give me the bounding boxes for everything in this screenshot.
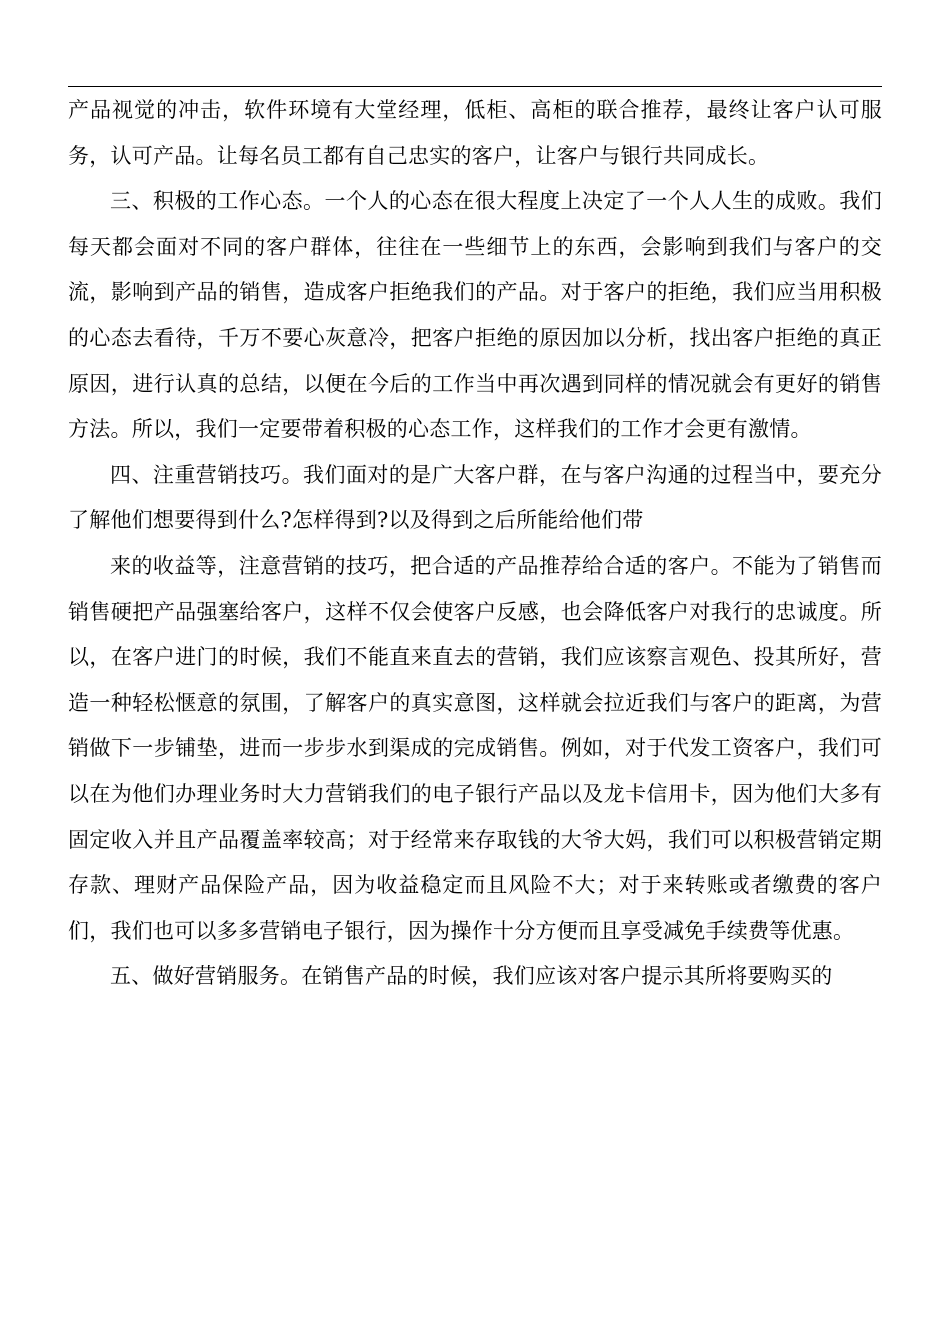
paragraph-section-3: 三、积极的工作心态。一个人的心态在很大程度上决定了一个人人生的成败。我们每天都会面对不同的客户群体，往往在一些细节上的东西，会影响到我们与客户的交流，影响到产品的销售，造成客户拒绝我们的产品。对于客户的拒绝，我们应当用积极的心态去看待，千万不要心灰意冷，把客户拒绝的原因加以分析，找出客户拒绝的真正原因，进行认真的总结，以便在今后的工作当中再次遇到同样的情况就会有更好的销售方法。所以，我们一定要带着积极的心态工作，这样我们的工作才会更有激情。 bbox=[68, 189, 882, 442]
body-text bbox=[68, 88, 882, 1000]
paragraph-section-4-continued: 来的收益等，注意营销的技巧，把合适的产品推荐给合适的客户。不能为了销售而销售硬把产品强塞给客户，这样不仅会使客户反感，也会降低客户对我行的忠诚度。所以，在客户进门的时候，我们不能直来直去的营销，我们应该察言观色、投其所好，营造一种轻松惬意的氛围，了解客户的真实意图，这样就会拉近我们与客户的距离，为营销做下一步铺垫，进而一步步水到渠成的完成销售。例如，对于代发工资客户，我们可以在为他们办理业务时大力营销我们的电子银行产品以及龙卡信用卡，因为他们大多有固定收入并且产品覆盖率较高；对于经常来存取钱的大爷大妈，我们可以积极营销定期存款、理财产品保险产品，因为收益稳定而且风险不大；对于来转账或者缴费的客户们，我们也可以多多营销电子银行，因为操作十分方便而且享受减免手续费等优惠。 bbox=[68, 553, 882, 943]
header-rule bbox=[68, 86, 882, 87]
paragraph-section-4: 四、注重营销技巧。我们面对的是广大客户群，在与客户沟通的过程当中，要充分了解他们想要得到什么?怎样得到?以及得到之后所能给他们带 bbox=[68, 462, 882, 533]
paragraph-continuation: 产品视觉的冲击，软件环境有大堂经理，低柜、高柜的联合推荐，最终让客户认可服务，认可产品。让每名员工都有自己忠实的客户，让客户与银行共同成长。 bbox=[68, 98, 882, 168]
paragraph-section-5: 五、做好营销服务。在销售产品的时候，我们应该对客户提示其所将要购买的 bbox=[110, 964, 833, 989]
